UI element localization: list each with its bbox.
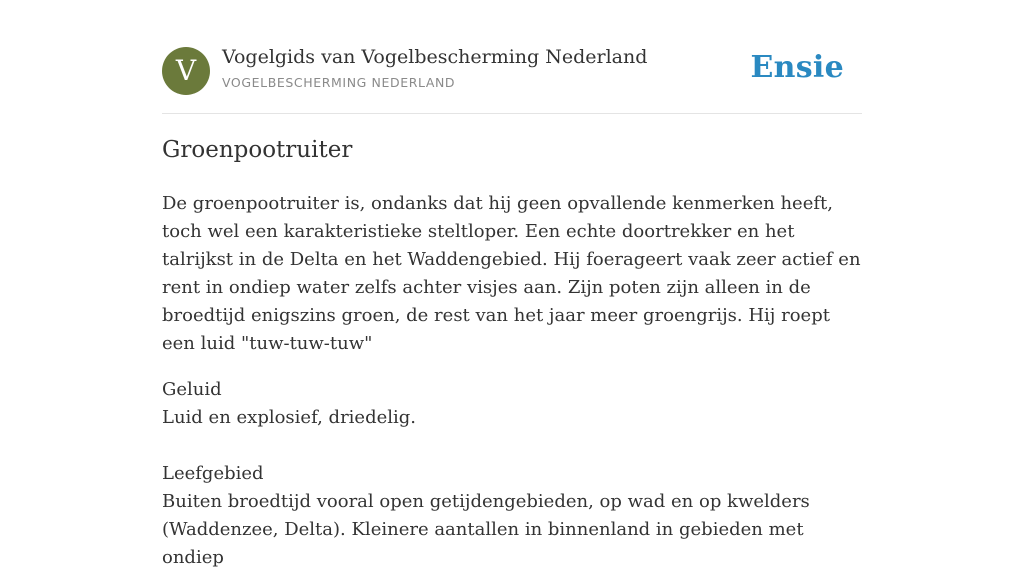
section-heading: Geluid bbox=[162, 379, 222, 400]
article-intro: De groenpootruiter is, ondanks dat hij geen opvallende kenmerken heeft, toch wel een karakteristieke steltloper. Een echte doortrekker en het talrijkst in de Delta en het Waddengebied. Hij foerageert vaak zeer actief en rent in ondiep water zelfs achter visjes aan. Zijn poten zijn alleen in de broedtijd enigszins groen, de rest van het jaar meer groengrijs. Hij roept een luid "tuw-tuw-tuw" bbox=[162, 193, 861, 354]
source-avatar[interactable]: V bbox=[162, 47, 210, 95]
source-title-link[interactable]: Vogelgids van Vogelbescherming Nederland bbox=[222, 46, 648, 68]
ensie-logo[interactable]: Ensie bbox=[750, 50, 844, 85]
section-text: Buiten broedtijd vooral open getijdengebieden, op wad en op kwelders (Waddenzee, Delta). Kleinere aantallen in binnenland in gebieden met ondiep bbox=[162, 491, 810, 568]
section-text: Luid en explosief, driedelig. bbox=[162, 407, 417, 428]
page-content bbox=[162, 0, 862, 568]
source-header bbox=[162, 0, 862, 114]
source-publisher[interactable]: VOGELBESCHERMING NEDERLAND bbox=[222, 75, 456, 90]
section-heading: Leefgebied bbox=[162, 463, 264, 484]
section-geluid bbox=[162, 376, 862, 432]
article-body bbox=[162, 190, 862, 572]
page-title: Groenpootruiter bbox=[162, 137, 353, 163]
section-leefgebied bbox=[162, 460, 862, 572]
